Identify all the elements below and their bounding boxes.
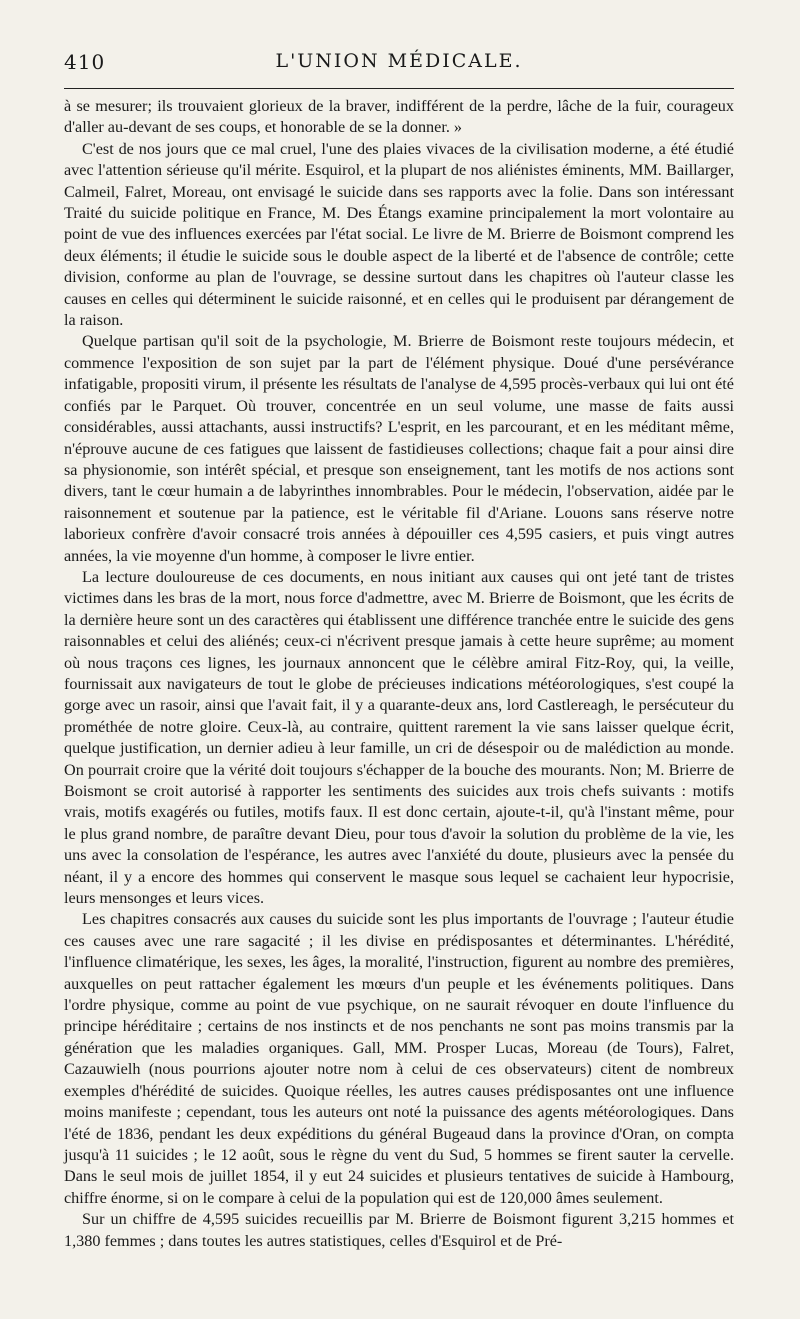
paragraph-5: Les chapitres consacrés aux causes du suicide sont les plus importants de l'ouvrage ; l'auteur étudie ces causes avec une rare sagacité ; il les divise en prédisposantes et déterminantes. L'hérédité, l'influence climatérique, les sexes, les âges, la moralité, l'instruction, figurent au nombre des premières, auxquelles on peut rattacher également les mœurs d'un peuple et les événements politiques. Dans l'ordre physique, comme au point de vue psychique, on ne saurait révoquer en doute l'influence du principe héréditaire ; certains de nos instincts et de nos penchants ne sont pas moins transmis par la génération que les maladies organiques. Gall, MM. Prosper Lucas, Moreau (de Tours), Falret, Cazauwielh (nous pourrions ajouter notre nom à celui de ces observateurs) citent de nombreux exemples d'hérédité de suicides. Quoique réelles, les autres causes prédisposantes ont une influence moins manifeste ; cependant, tous les auteurs ont noté la puissance des agents météorologiques. Dans l'été de 1836, pendant les deux expéditions du général Bugeaud dans la province d'Oran, on compta jusqu'à 11 suicides ; le 12 août, sous le règne du vent du Sud, 5 hommes se firent sauter la cervelle. Dans le seul mois de juillet 1854, il y eut 24 suicides et plusieurs tentatives de suicide à Hambourg, chiffre énorme, si on le compare à celui de la population qui est de 120,000 âmes seulement. (64, 910, 734, 1207)
paragraph-4: La lecture douloureuse de ces documents, en nous initiant aux causes qui ont jeté tant de tristes victimes dans les bras de la mort, nous force d'admettre, avec M. Brierre de Boismont, que les écrits de la dernière heure sont un des caractères qui établissent une différence tranchée entre le suicide des gens raisonnables et celui des aliénés; ceux-ci n'écrivent presque jamais à cette heure suprême; au moment où nous traçons ces lignes, les journaux annoncent que le célèbre amiral Fitz-Roy, qui, la veille, fournissait aux navigateurs de tout le globe de précieuses indications météorologiques, s'est coupé la gorge avec un rasoir, ainsi que l'avait fait, il y a quarante-deux ans, lord Castlereagh, le persécuteur du prométhée de notre gloire. Ceux-là, au contraire, quittent rarement la vie sans laisser quelque écrit, quelque justification, un dernier adieu à leur famille, un cri de désespoir ou de malédiction au monde. On pourrait croire que la vérité doit toujours s'échapper de la bouche des mourants. Non; M. Brierre de Boismont se croit autorisé à rapporter les sentiments des suicides aux trois chefs suivants : motifs vrais, motifs exagérés ou futiles, motifs faux. Il est donc certain, ajoute-t-il, qu'à l'instant même, pour le plus grand nombre, de paraître devant Dieu, pour tous d'avoir la solution du problème de la vie, les uns avec la consolation de l'espérance, les autres avec l'anxiété du doute, plusieurs avec la pensée du néant, il y a encore des hommes qui conservent le masque sous lequel se cachaient leur hypocrisie, leurs mensonges et leurs vices. (64, 567, 734, 908)
running-head: L'UNION MÉDICALE. (275, 50, 523, 72)
paragraph-6: Sur un chiffre de 4,595 suicides recueillis par M. Brierre de Boismont figurent 3,215 hommes et 1,380 femmes ; dans toutes les autres statistiques, celles d'Esquirol et de Pré- (64, 1210, 734, 1250)
paragraph-2: C'est de nos jours que ce mal cruel, l'une des plaies vivaces de la civilisation moderne, a été étudié avec l'attention sérieuse qu'il mérite. Esquirol, et la plupart de nos aliénistes éminents, MM. Baillarger, Calmeil, Falret, Moreau, ont envisagé le suicide dans ses rapports avec la folie. Dans son intéressant Traité du suicide politique en France, M. Des Étangs examine principalement la mort volontaire au point de vue des influences exercées par l'état social. Le livre de M. Brierre de Boismont comprend les deux éléments; il étudie le suicide sous le double aspect de la liberté et de l'absence de contrôle; cette division, conforme au plan de l'ouvrage, se dessine surtout dans les chapitres où l'auteur classe les causes en celles qui déterminent le suicide raisonné, et en celles qui le produisent par dérangement de la raison. (64, 139, 734, 330)
paragraph-1: à se mesurer; ils trouvaient glorieux de la braver, indifférent de la perdre, lâche de la fuir, courageux d'aller au-devant de ses coups, et honorable de se la donner. » (64, 97, 734, 137)
body-text (64, 96, 734, 1252)
header-rule (64, 88, 734, 89)
paragraph-3: Quelque partisan qu'il soit de la psychologie, M. Brierre de Boismont reste toujours médecin, et commence l'exposition de son sujet par la part de l'élément physique. Doué d'une persévérance infatigable, propositi virum, il présente les résultats de l'analyse de 4,595 procès-verbaux qui lui ont été confiés par le Parquet. Où trouver, concentrée en un seul volume, une masse de faits aussi considérables, aussi attachants, aussi instructifs? L'esprit, en les parcourant, et en les méditant même, n'éprouve aucune de ces fatigues que laissent de fastidieuses collections; chaque fait a pour ainsi dire sa physionomie, son intérêt spécial, et presque son enseignement, tant les motifs de nos actions sont divers, tant le cœur humain a de labyrinthes innombrables. Pour le médecin, l'observation, aidée par le raisonnement et soutenue par la patience, est le véritable fil d'Ariane. Louons sans réserve notre laborieux confrère d'avoir consacré trois années à dépouiller ces 4,595 casiers, et puis vingt autres années, la vie moyenne d'un homme, à composer le livre entier. (64, 332, 734, 565)
page-number: 410 (64, 50, 106, 74)
page-header (64, 50, 734, 80)
